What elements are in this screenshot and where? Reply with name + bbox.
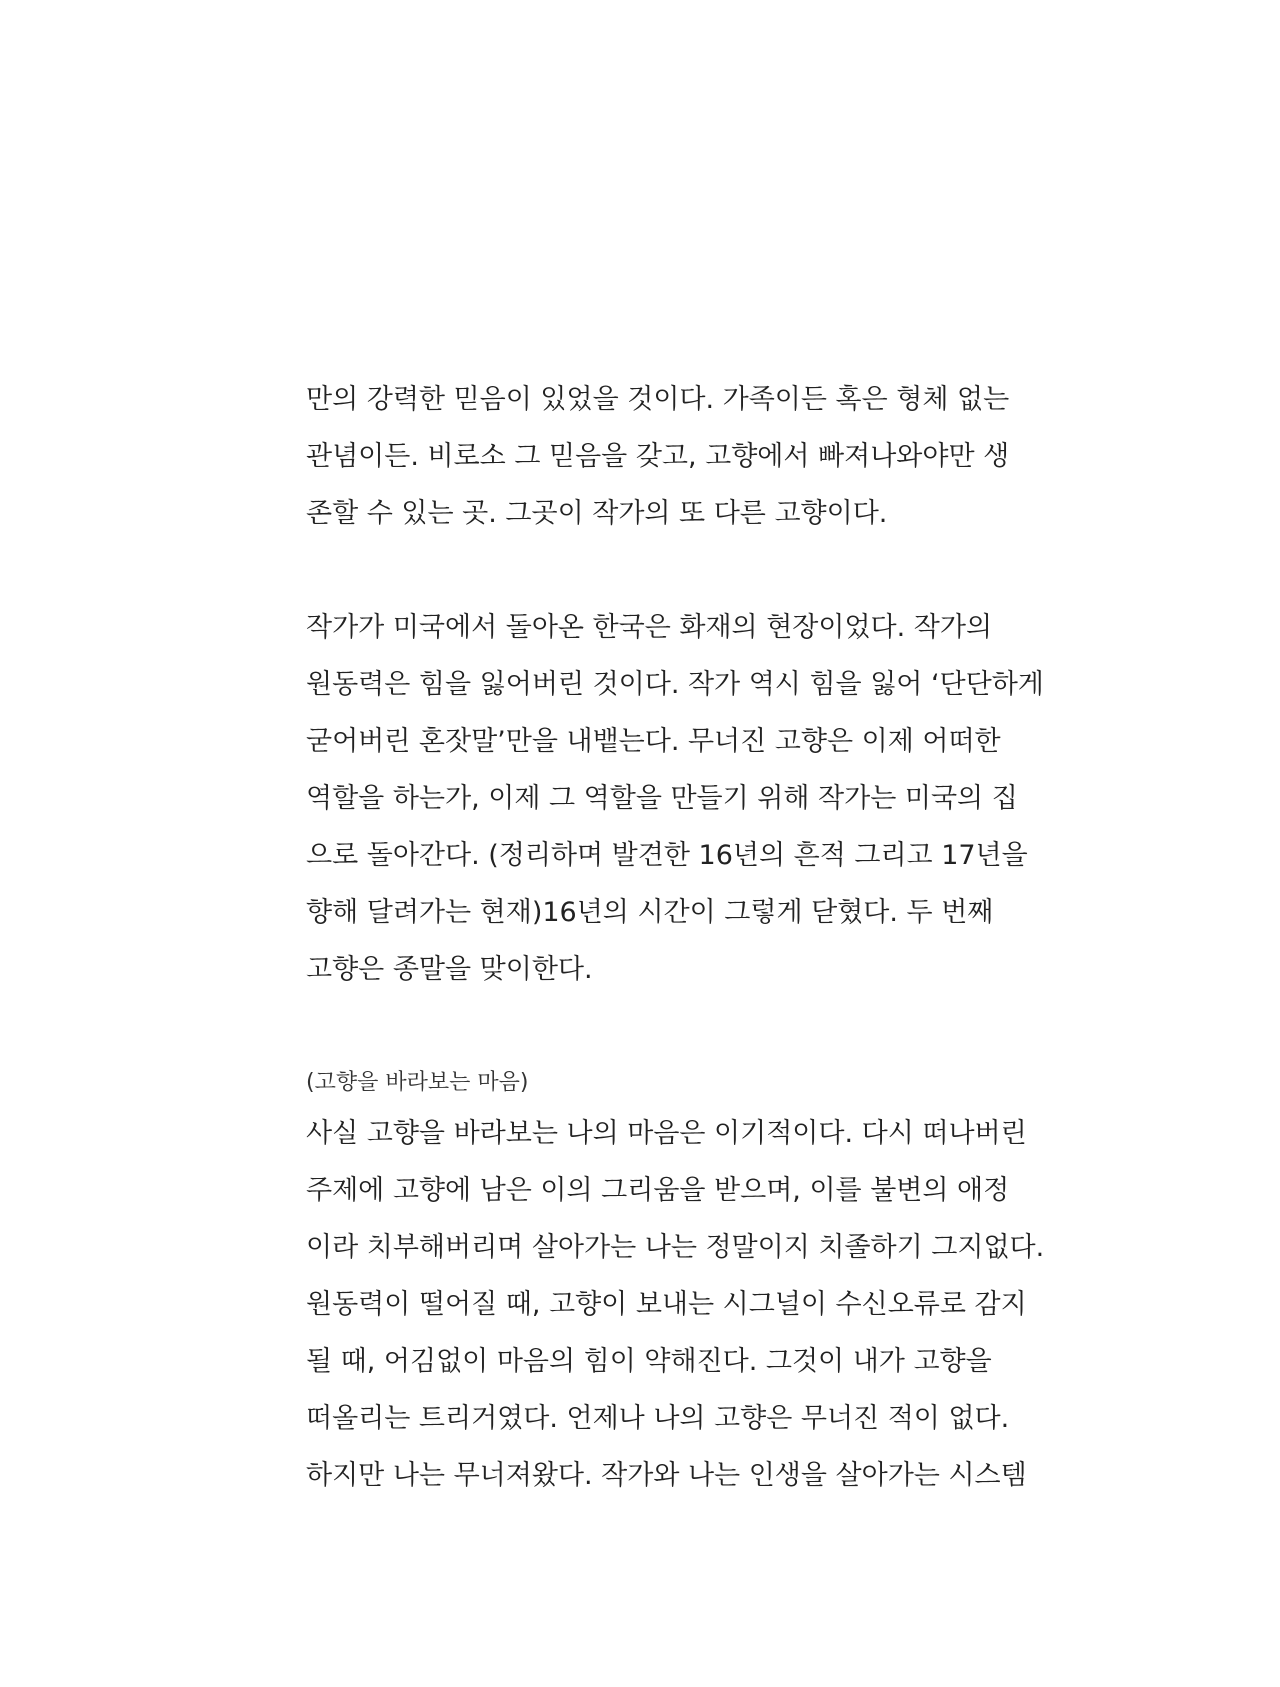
body-text	[306, 371, 1045, 1504]
text-line: 존할 수 있는 곳. 그곳이 작가의 또 다른 고향이다.	[306, 498, 888, 529]
section-subheading: (고향을 바라보는 마음)	[306, 1070, 529, 1095]
text-line: 관념이든. 비로소 그 믿음을 갖고, 고향에서 빠져나와야만 생	[306, 441, 1010, 472]
text-line: 원동력이 떨어질 때, 고향이 보내는 시그널이 수신오류로 감지	[306, 1289, 1027, 1320]
paragraph-3	[306, 1105, 1045, 1504]
text-line: 떠올리는 트리거였다. 언제나 나의 고향은 무너진 적이 없다.	[306, 1403, 1010, 1434]
paragraph-gap	[306, 998, 990, 1055]
text-line: 만의 강력한 믿음이 있었을 것이다. 가족이든 혹은 형체 없는	[306, 384, 1010, 415]
text-line: 주제에 고향에 남은 이의 그리움을 받으며, 이를 불변의 애정	[306, 1175, 1010, 1206]
text-line: 작가가 미국에서 돌아온 한국은 화재의 현장이었다. 작가의	[306, 612, 993, 643]
paragraph-2	[306, 599, 1044, 998]
text-line: 향해 달려가는 현재)16년의 시간이 그렇게 닫혔다. 두 번째	[306, 897, 994, 928]
text-line: 으로 돌아간다. (정리하며 발견한 16년의 흔적 그리고 17년을	[306, 840, 1028, 871]
text-line: 굳어버린 혼잣말’만을 내뱉는다. 무너진 고향은 이제 어떠한	[306, 726, 1001, 757]
paragraph-gap	[306, 542, 990, 599]
text-line: 될 때, 어김없이 마음의 힘이 약해진다. 그것이 내가 고향을	[306, 1346, 992, 1377]
text-line: 하지만 나는 무너져왔다. 작가와 나는 인생을 살아가는 시스템	[306, 1460, 1027, 1491]
text-line: 이라 치부해버리며 살아가는 나는 정말이지 치졸하기 그지없다.	[306, 1232, 1045, 1263]
text-line: 역할을 하는가, 이제 그 역할을 만들기 위해 작가는 미국의 집	[306, 783, 1018, 814]
paragraph-1	[306, 371, 1010, 542]
text-line: 사실 고향을 바라보는 나의 마음은 이기적이다. 다시 떠나버린	[306, 1118, 1027, 1149]
text-line: 원동력은 힘을 잃어버린 것이다. 작가 역시 힘을 잃어 ‘단단하게	[306, 669, 1044, 700]
text-line: 고향은 종말을 맞이한다.	[306, 954, 593, 985]
